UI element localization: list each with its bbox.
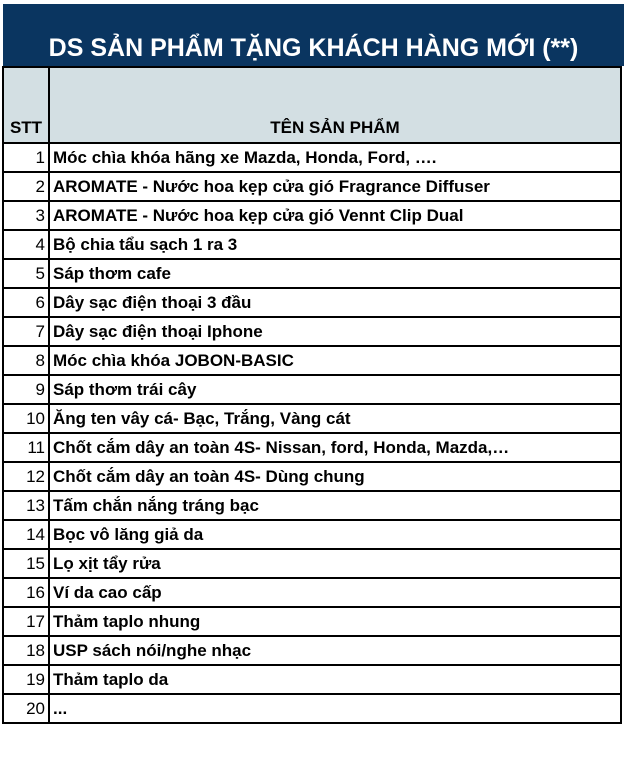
table-row <box>3 143 621 172</box>
row-product-name-cell[interactable]: Lọ xịt tẩy rửa <box>49 549 621 578</box>
row-stt-cell[interactable]: 19 <box>3 665 49 694</box>
row-product-name-cell[interactable]: Ăng ten vây cá- Bạc, Trắng, Vàng cát <box>49 404 621 433</box>
row-product-name-cell[interactable]: Bọc vô lăng giả da <box>49 520 621 549</box>
row-product-name-cell[interactable]: USP sách nói/nghe nhạc <box>49 636 621 665</box>
header-product-name[interactable]: TÊN SẢN PHẨM <box>49 67 621 143</box>
table-row <box>3 462 621 491</box>
table-row <box>3 172 621 201</box>
table-row <box>3 578 621 607</box>
table-row <box>3 375 621 404</box>
row-product-name-cell[interactable]: Sáp thơm trái cây <box>49 375 621 404</box>
row-product-name-cell[interactable]: Móc chìa khóa JOBON-BASIC <box>49 346 621 375</box>
header-stt[interactable]: STT <box>3 67 49 143</box>
table-row <box>3 230 621 259</box>
row-stt-cell[interactable]: 1 <box>3 143 49 172</box>
row-product-name-cell[interactable]: Tấm chắn nắng tráng bạc <box>49 491 621 520</box>
product-table <box>2 66 622 724</box>
row-stt-cell[interactable]: 5 <box>3 259 49 288</box>
row-product-name-cell[interactable]: Dây sạc điện thoại 3 đầu <box>49 288 621 317</box>
row-product-name-cell[interactable]: Thảm taplo da <box>49 665 621 694</box>
table-row <box>3 404 621 433</box>
row-product-name-cell[interactable]: AROMATE - Nước hoa kẹp cửa gió Vennt Clip Dual <box>49 201 621 230</box>
row-product-name-cell[interactable]: Dây sạc điện thoại Iphone <box>49 317 621 346</box>
row-stt-cell[interactable]: 17 <box>3 607 49 636</box>
table-row <box>3 259 621 288</box>
row-product-name-cell[interactable]: Chốt cắm dây an toàn 4S- Dùng chung <box>49 462 621 491</box>
table-row <box>3 288 621 317</box>
row-stt-cell[interactable]: 18 <box>3 636 49 665</box>
row-stt-cell[interactable]: 11 <box>3 433 49 462</box>
row-product-name-cell[interactable]: Bộ chia tẩu sạch 1 ra 3 <box>49 230 621 259</box>
row-product-name-cell[interactable]: Móc chìa khóa hãng xe Mazda, Honda, Ford, …. <box>49 143 621 172</box>
table-row <box>3 607 621 636</box>
row-stt-cell[interactable]: 13 <box>3 491 49 520</box>
header-row <box>3 67 621 143</box>
row-product-name-cell[interactable]: Chốt cắm dây an toàn 4S- Nissan, ford, Honda, Mazda,… <box>49 433 621 462</box>
table-row <box>3 491 621 520</box>
row-stt-cell[interactable]: 6 <box>3 288 49 317</box>
row-product-name-cell[interactable]: AROMATE - Nước hoa kẹp cửa gió Fragrance Diffuser <box>49 172 621 201</box>
row-stt-cell[interactable]: 20 <box>3 694 49 723</box>
table-row <box>3 520 621 549</box>
table-row <box>3 346 621 375</box>
row-stt-cell[interactable]: 8 <box>3 346 49 375</box>
table-row <box>3 694 621 723</box>
row-stt-cell[interactable]: 2 <box>3 172 49 201</box>
table-row <box>3 201 621 230</box>
row-stt-cell[interactable]: 15 <box>3 549 49 578</box>
row-stt-cell[interactable]: 4 <box>3 230 49 259</box>
row-stt-cell[interactable]: 3 <box>3 201 49 230</box>
row-stt-cell[interactable]: 7 <box>3 317 49 346</box>
table-row <box>3 433 621 462</box>
row-stt-cell[interactable]: 14 <box>3 520 49 549</box>
row-product-name-cell[interactable]: Thảm taplo nhung <box>49 607 621 636</box>
row-product-name-cell[interactable]: Ví da cao cấp <box>49 578 621 607</box>
row-stt-cell[interactable]: 12 <box>3 462 49 491</box>
row-product-name-cell[interactable]: ... <box>49 694 621 723</box>
table-row <box>3 549 621 578</box>
row-stt-cell[interactable]: 9 <box>3 375 49 404</box>
table-row <box>3 636 621 665</box>
table-row <box>3 665 621 694</box>
sheet-title: DS SẢN PHẨM TẶNG KHÁCH HÀNG MỚI (**) <box>3 4 624 66</box>
row-stt-cell[interactable]: 10 <box>3 404 49 433</box>
row-product-name-cell[interactable]: Sáp thơm cafe <box>49 259 621 288</box>
table-row <box>3 317 621 346</box>
row-stt-cell[interactable]: 16 <box>3 578 49 607</box>
